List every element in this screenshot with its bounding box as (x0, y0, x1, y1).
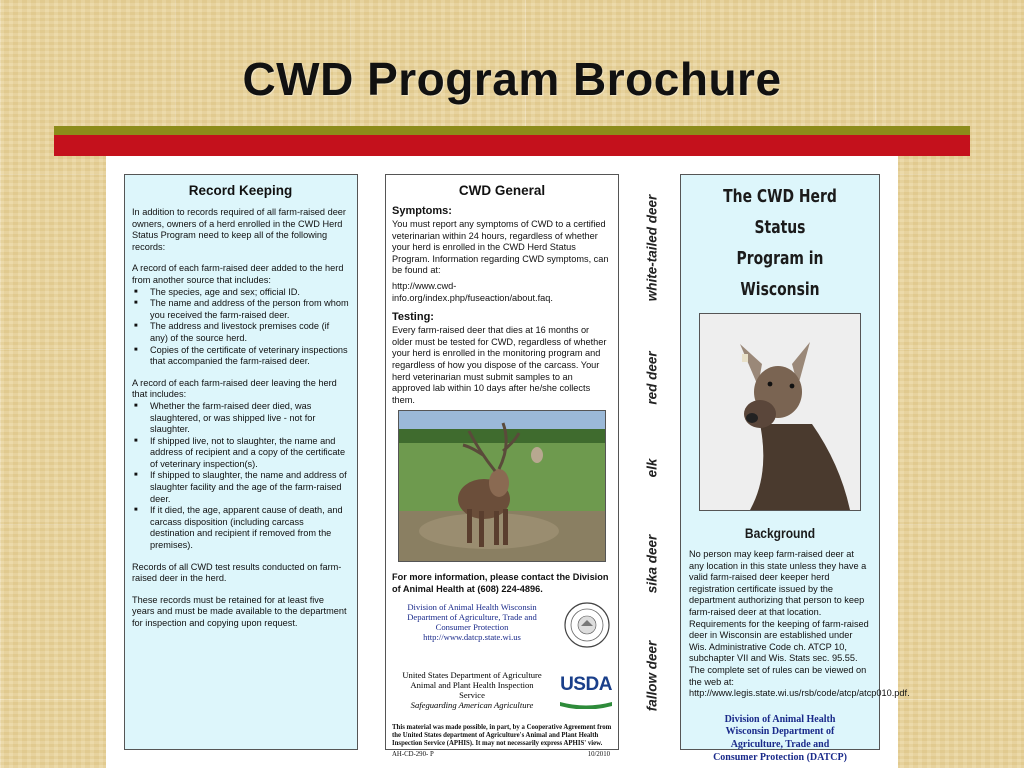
species-label: elk (644, 458, 660, 478)
us-agency-text (392, 670, 552, 711)
list-item: ■ If it died, the age, apparent cause of death, and carcass disposition (including carcass destination and recipient if removed from the premises). (150, 505, 349, 551)
elk-photo (699, 313, 861, 511)
list-item: ■ If shipped to slaughter, the name and address of slaughter facility and the age of the farm-raised deer. (150, 470, 349, 505)
wi-agency-line: Consumer Protection (435, 621, 509, 632)
list-item: ■ The species, age and sex; official ID. (150, 287, 349, 299)
wi-agency-block (392, 600, 612, 670)
record-keeping-intro: In addition to records required of all farm-raised deer owners, owners of a herd enrolled in the CWD Herd Status Program need to keep all of the following records: (132, 207, 346, 252)
us-agency-tagline: Safeguarding American Agriculture (410, 700, 534, 711)
herd-status-title (702, 181, 859, 305)
title-underline-olive (54, 126, 970, 135)
slide-title: CWD Program Brochure (242, 53, 782, 105)
species-label: sika deer (644, 534, 660, 594)
reindeer-image (399, 411, 605, 561)
list-item: ■ The name and address of the person from whom you received the farm-raised deer. (150, 298, 349, 321)
datcp-footer-line: Consumer Protection (DATCP) (713, 751, 847, 763)
record-keeping-panel (124, 174, 358, 750)
record-keeping-title: Record Keeping (188, 183, 293, 198)
leaving-deer-list (132, 401, 349, 552)
wi-agency-line: Division of Animal Health Wisconsin (407, 601, 537, 612)
species-label: red deer (644, 351, 660, 405)
elk-image (700, 314, 860, 510)
reindeer-photo (398, 410, 606, 562)
list-item: ■ Whether the farm-raised deer died, was slaughtered, or was shipped live - not for slaughter. (150, 401, 349, 436)
aphis-disclaimer: This material was made possible, in part, by a Cooperative Agreement from the United States department of Agriculture's Animal and Plant Health Inspection Service (APHIS). It may not necessarily express APHIS' view. (392, 723, 612, 748)
us-agency-line: Service (459, 689, 485, 700)
herd-status-panel (680, 174, 910, 763)
cwd-general-title: CWD General (458, 183, 546, 198)
datcp-footer-line: Agriculture, Trade and (730, 738, 830, 750)
us-agency-line: United States Department of Agriculture (402, 669, 542, 680)
background-heading: Background (744, 525, 816, 541)
form-date: 10/2010 (587, 751, 610, 759)
title-underline-red (54, 135, 970, 156)
herd-status-title-line: The CWD Herd Status (723, 186, 837, 238)
brochure-page (106, 156, 910, 768)
symptoms-text: You must report any symptoms of CWD to a certified veterinarian within 24 hours, regardless of whether your herd is enrolled in the CWD Herd Status Program. Information regarding CWD symptoms, can be found at: (392, 219, 609, 276)
wi-agency-url: http://www.datcp.state.wi.us (423, 632, 521, 643)
datcp-footer-line: Wisconsin Department of (725, 726, 835, 738)
list-item: ■ If shipped live, not to slaughter, the name and address of recipient and a copy of the certificate of veterinary inspection(s). (150, 436, 349, 471)
deer-species-strip (638, 186, 666, 746)
form-footer (392, 751, 612, 761)
usda-logo-text: USDA (560, 673, 612, 695)
cwd-general-panel (385, 174, 619, 759)
wi-agency-line: Department of Agriculture, Trade and (407, 611, 537, 622)
form-code: AH-CD-290- P (392, 751, 434, 759)
contact-info: For more information, please contact the Division of Animal Health at (608) 224-4896. (392, 572, 609, 594)
list-item: ■ Copies of the certificate of veterinary inspections that accompanied the farm-raised deer. (150, 345, 349, 368)
symptoms-heading: Symptoms: (392, 205, 452, 217)
testing-text: Every farm-raised deer that dies at 16 months or older must be tested for CWD, regardless of whether your herd is enrolled in the monitoring program and regardless of how you dispose of the carcass. Your herd veterinarian must submit samples to an approved lab within 10 days after he/she collects them. (392, 325, 607, 405)
symptoms-url: http://www.cwd-info.org/index.php/fuseaction/about.faq. (392, 280, 553, 303)
added-deer-list (132, 287, 349, 368)
leaving-deer-intro: A record of each farm-raised deer leaving the herd that includes: (132, 377, 337, 400)
herd-status-title-line: Program in Wisconsin (736, 248, 824, 300)
records-retention: These records must be retained for at least five years and must be made available to the department for inspection and copying upon request. (132, 594, 347, 628)
datcp-footer (689, 714, 871, 764)
us-agency-block (392, 670, 612, 722)
species-label: fallow deer (644, 640, 660, 712)
us-agency-line: Animal and Plant Health Inspection (410, 679, 534, 690)
testing-heading: Testing: (392, 311, 434, 324)
cwd-test-records: Records of all CWD test results conducted on farm-raised deer in the herd. (132, 561, 342, 584)
datcp-footer-line: Division of Animal Health (724, 713, 836, 725)
wi-agency-text (392, 602, 552, 643)
list-item: ■ The address and livestock premises code (if any) of the source herd. (150, 321, 349, 344)
species-label: white-tailed deer (644, 194, 660, 302)
added-deer-intro: A record of each farm-raised deer added to the herd from another source that includes: (132, 263, 344, 285)
usda-logo-icon (560, 674, 612, 714)
background-url: http://www.legis.state.wi.us/rsb/code/atcp/atcp010.pdf. (689, 688, 910, 699)
usda-logo-swoosh (560, 699, 612, 709)
background-text: No person may keep farm-raised deer at any location in this state unless they have a valid farm-raised deer keeper herd registration certificate issued by the department authorizing that person to keep farm-raised deer at that location. Requirements for the keeping of farm-raised deer in Wisconsin are established under Wis. Administrative Code ch. ATCP 10, subchapter VII and Wis. Stats sec. 95.55. The complete set of rules can be viewed on the web at: (689, 549, 869, 687)
state-seal-icon (564, 602, 610, 648)
